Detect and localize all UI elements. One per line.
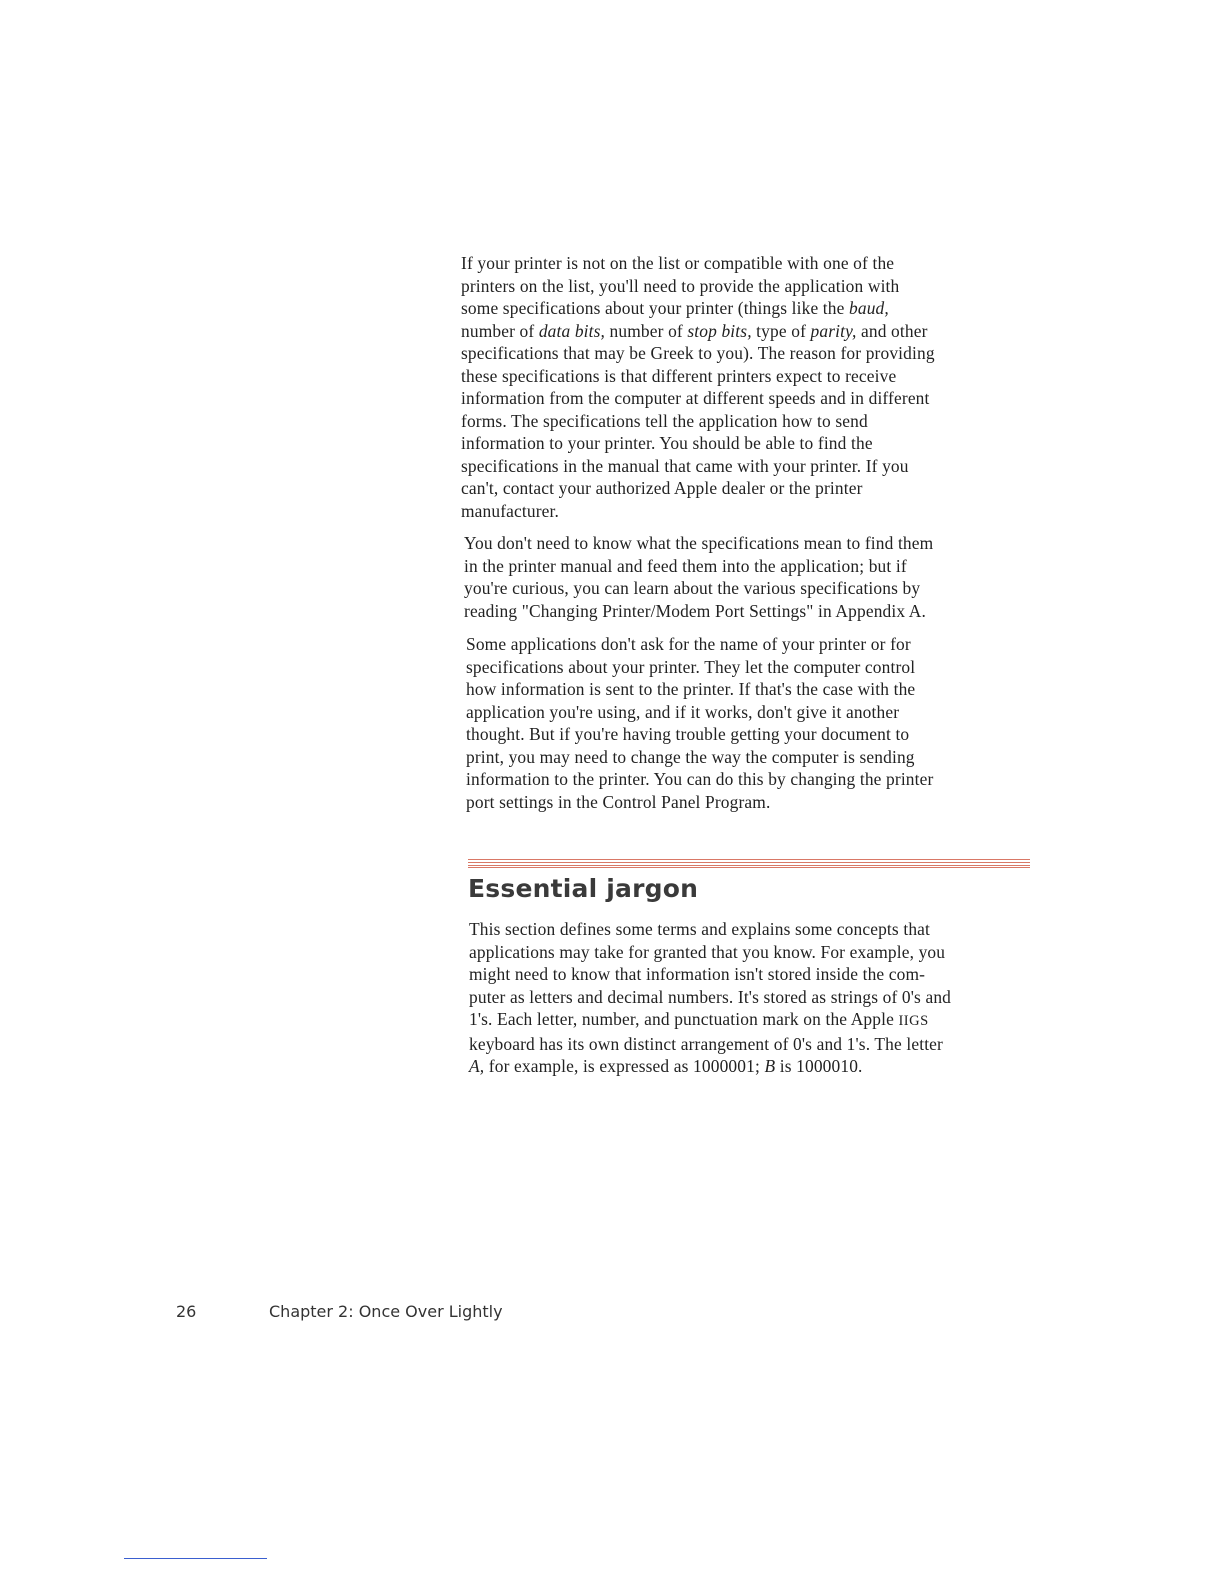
text-line	[469, 986, 1037, 1009]
text-run: specifications in the manual that came with your printer. If you	[461, 455, 909, 476]
text-line	[461, 297, 1029, 320]
text-run: reading "Changing Printer/Modem Port Settings" in Appendix A.	[464, 600, 926, 621]
text-run: You don't need to know what the specifications mean to find them	[464, 533, 934, 553]
text-run: can't, contact your authorized Apple dealer or the printer	[461, 478, 863, 498]
text-run: some specifications about your printer (things like the	[461, 298, 850, 318]
text-line	[461, 432, 1029, 455]
text-run: Some applications don't ask for the name of your printer or for	[466, 634, 911, 654]
running-footer-chapter-title: Chapter 2: Once Over Lightly	[269, 1302, 503, 1321]
text-line	[461, 342, 1029, 365]
text-line	[461, 387, 1029, 410]
body-paragraph-control-panel	[466, 633, 1034, 813]
text-line	[464, 577, 1032, 600]
text-line	[461, 410, 1029, 433]
body-paragraph-essential-jargon	[469, 918, 1037, 1078]
text-run: applications may take for granted that you know. For example, you	[469, 941, 946, 962]
text-line	[466, 791, 1034, 814]
text-run: specifications about your printer. They let the computer control	[466, 656, 916, 677]
text-run: puter as letters and decimal numbers. It's stored as strings of 0's and	[469, 986, 952, 1007]
text-line	[464, 532, 1032, 555]
text-run: these specifications is that different printers expect to receive	[461, 365, 897, 386]
body-paragraph-printer-specifications	[461, 252, 1029, 522]
text-line	[469, 963, 1037, 986]
italic-term: parity,	[810, 320, 857, 341]
text-run: information to the printer. You can do this by changing the printer	[466, 769, 934, 789]
text-run: port settings in the Control Panel Program.	[466, 791, 771, 812]
italic-term: data bits,	[538, 320, 606, 341]
italic-term: B	[764, 1056, 776, 1076]
text-line	[461, 252, 1029, 275]
text-line	[469, 1008, 1037, 1033]
text-line	[469, 918, 1037, 941]
text-run: and other	[856, 320, 928, 341]
text-run: specifications that may be Greek to you). The reason for providing	[461, 343, 935, 363]
text-run: This section defines some terms and explains some concepts that	[469, 919, 931, 939]
text-run: information from the computer at different speeds and in different	[461, 388, 930, 408]
text-run: print, you may need to change the way the computer is sending	[466, 746, 915, 767]
text-run: is 1000010.	[775, 1056, 863, 1076]
text-run: thought. But if you're having trouble getting your document to	[466, 724, 910, 744]
text-run: IIGS	[898, 1013, 929, 1029]
text-run: printers on the list, you'll need to provide the application with	[461, 275, 900, 296]
text-line	[461, 500, 1029, 523]
text-run: number of	[461, 320, 539, 341]
text-run: number of	[605, 320, 688, 341]
text-line	[469, 941, 1037, 964]
text-run: for example, is expressed as 1000001;	[484, 1056, 765, 1076]
text-line	[461, 455, 1029, 478]
body-paragraph-specifications-meaning	[464, 532, 1032, 622]
text-line	[461, 320, 1029, 343]
text-line	[464, 600, 1032, 623]
text-run: you're curious, you can learn about the various specifications by	[464, 578, 921, 598]
text-line	[469, 1033, 1037, 1056]
text-line	[466, 678, 1034, 701]
section-heading: Essential jargon	[468, 874, 699, 903]
text-line	[461, 365, 1029, 388]
text-line	[466, 768, 1034, 791]
text-line	[466, 746, 1034, 769]
text-run: manufacturer.	[461, 500, 560, 521]
text-line	[466, 633, 1034, 656]
text-run: application you're using, and if it works, don't give it another	[466, 701, 900, 722]
text-line	[461, 275, 1029, 298]
text-line	[466, 656, 1034, 679]
text-line	[464, 555, 1032, 578]
text-line	[466, 723, 1034, 746]
italic-term: baud,	[849, 298, 889, 318]
text-run: in the printer manual and feed them into the application; but if	[464, 555, 907, 576]
italic-term: stop bits,	[687, 320, 752, 341]
text-line	[466, 701, 1034, 724]
text-run: 1's. Each letter, number, and punctuation mark on the Apple	[469, 1009, 899, 1029]
page-number: 26	[176, 1302, 197, 1321]
text-run: keyboard has its own distinct arrangement of 0's and 1's. The letter	[469, 1033, 943, 1054]
bottom-underline-mark	[124, 1558, 267, 1559]
text-run: type of	[751, 320, 811, 341]
text-run: If your printer is not on the list or compatible with one of the	[461, 253, 895, 273]
text-run: information to your printer. You should be able to find the	[461, 433, 873, 453]
text-run: might need to know that information isn't stored inside the com-	[469, 964, 926, 984]
text-line	[461, 477, 1029, 500]
text-run: how information is sent to the printer. If that's the case with the	[466, 679, 916, 699]
text-run: forms. The specifications tell the application how to send	[461, 410, 868, 431]
text-line	[469, 1055, 1037, 1078]
italic-term: A,	[469, 1056, 485, 1076]
section-rule	[468, 859, 1030, 868]
